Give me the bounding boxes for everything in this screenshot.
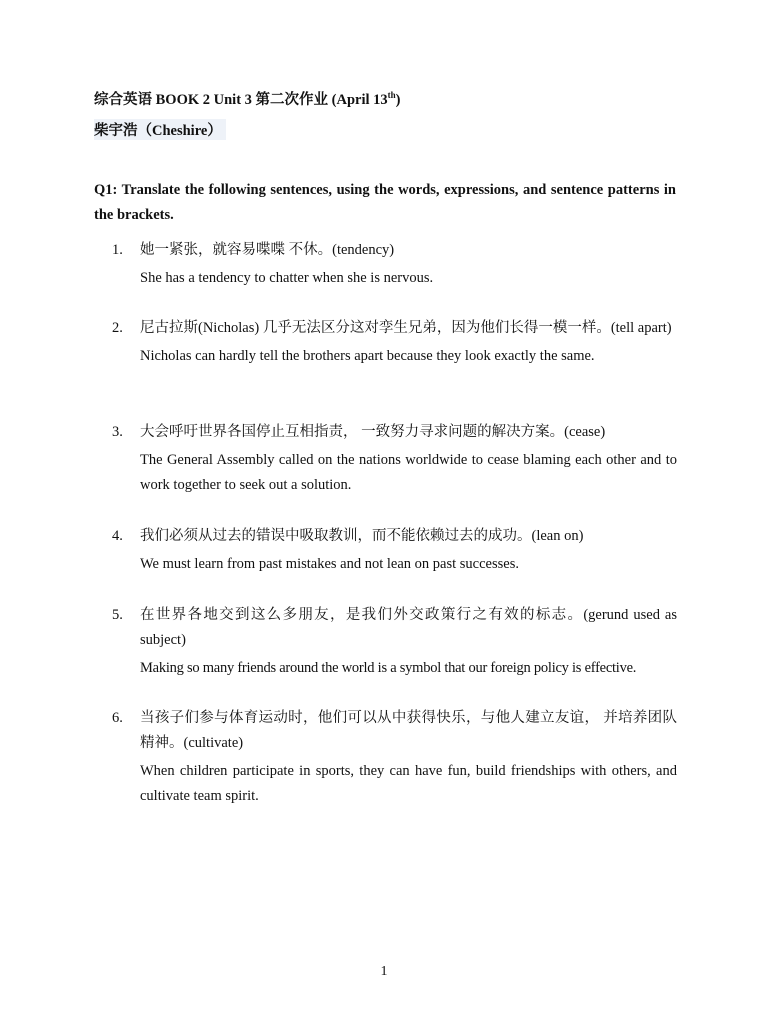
- page-number: 1: [380, 964, 388, 979]
- chinese-sentence: 她一紧张，就容易喋喋 不休。(tendency): [140, 242, 395, 258]
- chinese-sentence: 大会呼吁世界各国停止互相指责， 一致努力寻求问题的解决方案。(cease): [140, 424, 606, 440]
- item-number: 6.: [112, 710, 123, 726]
- chinese-sentence: 我们必须从过去的错误中吸取教训，而不能依赖过去的成功。(lean on): [140, 528, 584, 544]
- item-number: 5.: [112, 607, 123, 623]
- title-close: ): [395, 92, 401, 108]
- english-translation: Making so many friends around the world is a symbol that our foreign policy is effective.: [140, 660, 637, 676]
- author-name: 柴宇浩（Cheshire）: [94, 119, 226, 140]
- item-body: [140, 524, 677, 577]
- item-number: 4.: [112, 528, 123, 544]
- document-title: [94, 88, 401, 109]
- item-body: [140, 603, 677, 681]
- english-translation: She has a tendency to chatter when she is nervous.: [140, 270, 434, 286]
- item-body: [140, 706, 677, 809]
- item-body: [140, 238, 677, 291]
- item-body: [140, 420, 677, 498]
- chinese-sentence: 在世界各地交到这么多朋友，是我们外交政策行之有效的标志。(gerund used as subject): [140, 607, 677, 648]
- chinese-sentence: 当孩子们参与体育运动时，他们可以从中获得快乐，与他人建立友谊， 并培养团队精神。(cultivate): [140, 710, 677, 751]
- item-number: 2.: [112, 320, 123, 336]
- item-number: 1.: [112, 242, 123, 258]
- english-translation: The General Assembly called on the nations worldwide to cease blaming each other and to work together to seek out a solution.: [140, 452, 677, 493]
- english-translation: Nicholas can hardly tell the brothers apart because they look exactly the same.: [140, 348, 595, 364]
- question-heading: Q1: Translate the following sentences, using the words, expressions, and sentence patterns in the brackets.: [94, 182, 676, 223]
- title-text: 综合英语 BOOK 2 Unit 3 第二次作业 (April 13: [94, 92, 388, 108]
- chinese-sentence: 尼古拉斯(Nicholas) 几乎无法区分这对孪生兄弟，因为他们长得一模一样。(tell apart): [140, 320, 672, 336]
- title-superscript: th: [387, 90, 396, 100]
- english-translation: When children participate in sports, they can have fun, build friendships with others, and cultivate team spirit.: [140, 763, 677, 804]
- item-number: 3.: [112, 424, 123, 440]
- english-translation: We must learn from past mistakes and not lean on past successes.: [140, 556, 519, 572]
- item-body: [140, 316, 677, 369]
